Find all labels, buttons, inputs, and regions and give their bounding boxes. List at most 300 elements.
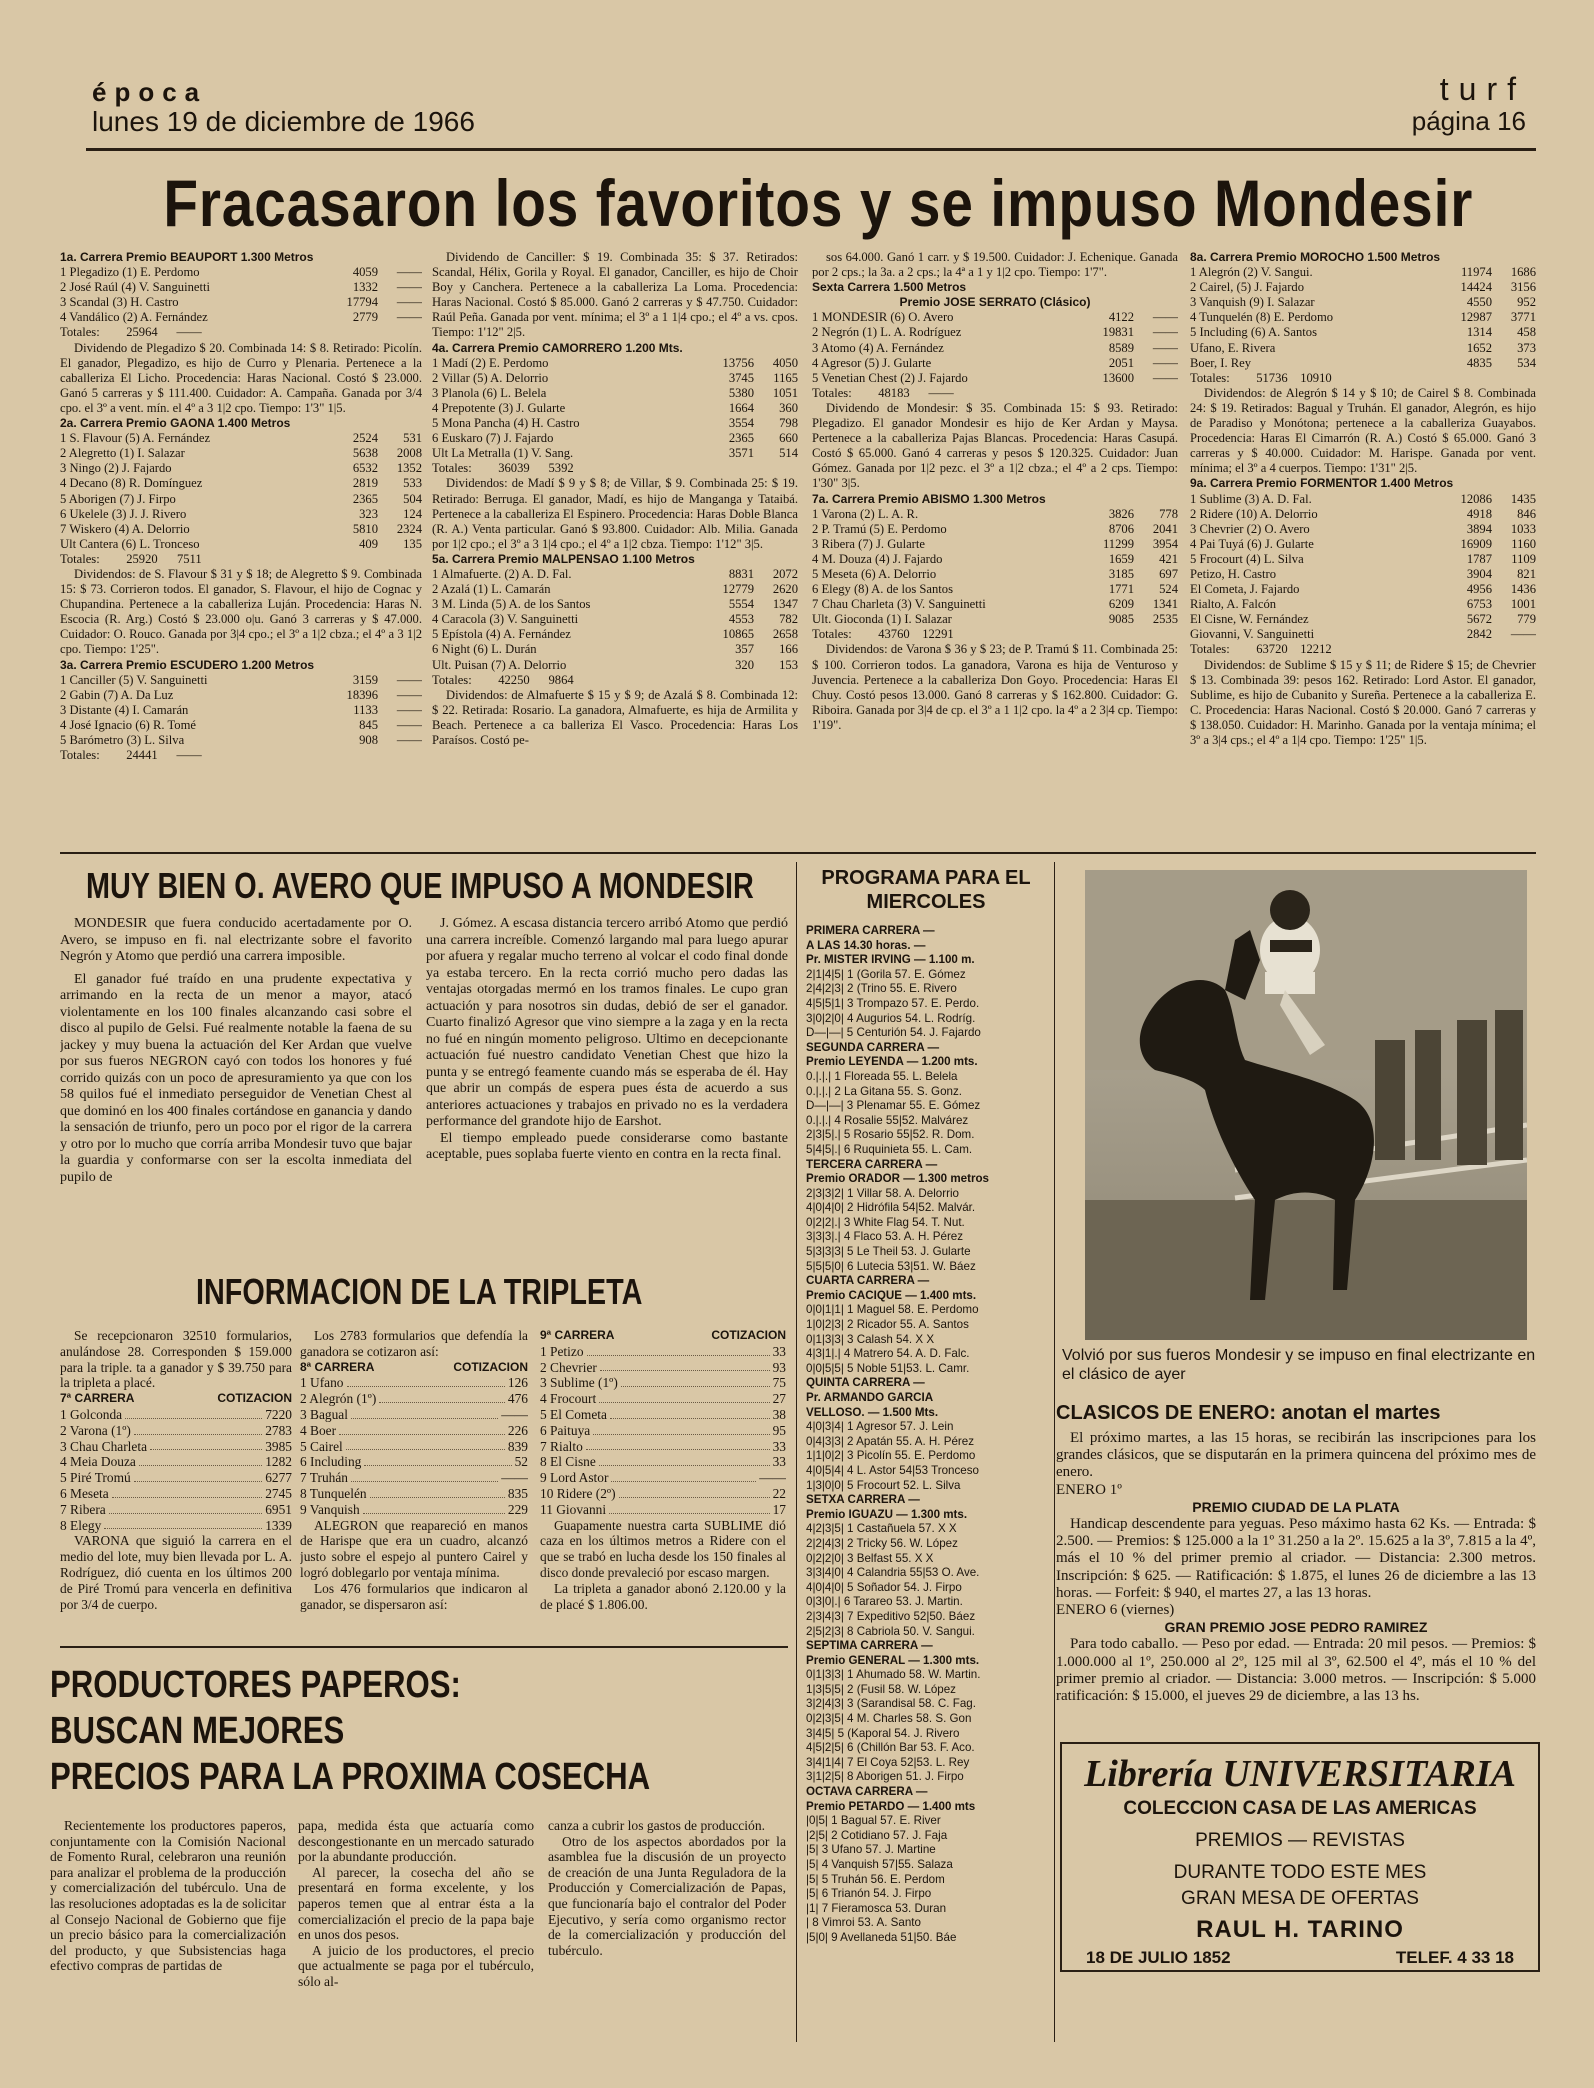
- place-count: ——: [396, 280, 422, 295]
- race-row: [60, 295, 422, 310]
- bet-count: 1314: [1466, 325, 1492, 340]
- race-row: [60, 507, 422, 522]
- article-avero-col2: [426, 916, 788, 1276]
- ad-line: GRAN MESA DE OFERTAS: [1181, 1888, 1419, 1909]
- header-quote: COTIZACION: [711, 1328, 786, 1342]
- place-count: 697: [1159, 566, 1178, 581]
- horse-entry: 7 Chau Charleta (3) V. Sanguinetti: [812, 597, 986, 612]
- program-entry: 3|3|3|.| 4 Flaco 53. A. H. Pérez: [806, 1230, 964, 1244]
- bet-count: 13600: [1102, 370, 1134, 385]
- place-count: 504: [403, 491, 422, 506]
- total-bets: 24441: [126, 748, 158, 763]
- article-paragraph: Otro de los aspectos abordados por la asamblea fue la discusión de un proyecto de creación de una Junta Reguladora de la Producción y Comercialización de Papas, que funcionaría bajo el contralor del Poder Ejecutivo, y sería como organismo rector de la comercialización y producción del tubérculo.: [548, 1833, 786, 1958]
- bet-count: 12086: [1460, 491, 1492, 506]
- bet-count: 2524: [352, 431, 378, 446]
- dot-leader: [586, 1439, 770, 1451]
- dot-leader: [621, 1375, 770, 1387]
- program-entry: 5|5|5|0| 6 Lutecia 53|51. W. Báez: [806, 1259, 976, 1273]
- cotizacion-row: [300, 1391, 528, 1407]
- ad-brand: Librería UNIVERSITARIA: [1084, 1753, 1516, 1795]
- bet-count: 908: [359, 733, 378, 747]
- bet-count: 10865: [722, 627, 754, 642]
- place-count: 952: [1517, 295, 1536, 310]
- place-count: 779: [1517, 612, 1536, 627]
- program-entry: |5| 4 Vanquish 57|55. Salaza: [806, 1858, 953, 1871]
- quote-value: 95: [772, 1422, 786, 1438]
- place-count: ——: [396, 265, 422, 280]
- total-place: ——: [176, 748, 202, 763]
- total-bets: 42250: [498, 672, 530, 687]
- productores-col3: [548, 1818, 786, 2040]
- tripleta-col3: [540, 1328, 786, 1648]
- race-row: [432, 356, 798, 371]
- bet-count: 6532: [352, 461, 378, 476]
- tripleta-paragraph: Los 476 formularios que indicaron al ganador, se dispersaron así:: [300, 1580, 528, 1612]
- clasicos-text: [1056, 1430, 1536, 1732]
- place-count: 2041: [1152, 521, 1178, 536]
- horse-entry: Boer, I. Rey: [1190, 355, 1252, 370]
- race-header: 1a. Carrera Premio BEAUPORT 1.300 Metros: [60, 250, 314, 264]
- section-name: turf: [1439, 71, 1526, 107]
- place-count: 798: [779, 416, 798, 431]
- dot-leader: [593, 1423, 769, 1435]
- program-entry: 0|2|2|0| 3 Belfast 55. X X: [806, 1551, 934, 1565]
- race-header: 7a. Carrera Premio ABISMO 1.300 Metros: [812, 491, 1046, 506]
- cotizacion-row: [300, 1502, 528, 1518]
- program-entry: 1|3|5|5| 2 (Fusil 58. W. López: [806, 1682, 956, 1696]
- article-paragraph: Al parecer, la cosecha del año se presentará en forma excelente, y los paperos temen que al entrar ésta a la comercialización el precio de la papa baje en unos dos pesos.: [298, 1864, 534, 1943]
- horse-entry: 1 Sublime (3) A. D. Fal.: [1190, 491, 1312, 506]
- race-row: [432, 612, 798, 627]
- horse-name: 9 Vanquish: [300, 1501, 360, 1517]
- place-count: 360: [779, 400, 798, 415]
- horse-entry: 3 Atomo (4) A. Fernández: [812, 340, 944, 355]
- horse-entry: 6 Ukelele (3) J. J. Rivero: [60, 506, 187, 521]
- bet-count: 4059: [352, 265, 378, 280]
- event-title: PREMIO CIUDAD DE LA PLATA: [1192, 1498, 1400, 1515]
- place-count: ——: [1152, 325, 1178, 340]
- race-row: [812, 537, 1178, 552]
- bet-count: 4122: [1108, 310, 1134, 325]
- race-row: [812, 507, 1178, 522]
- program-entry: D—|—| 3 Plenamar 55. E. Gómez: [806, 1099, 981, 1113]
- race-total: [60, 552, 422, 567]
- program-heading: SETXA CARRERA —: [806, 1493, 920, 1507]
- program-heading: SEPTIMA CARRERA —: [806, 1639, 933, 1653]
- quote-value: 1282: [265, 1454, 292, 1470]
- headline-line: BUSCAN MEJORES: [50, 1710, 345, 1752]
- program-heading: VELLOSO. — 1.500 Mts.: [806, 1405, 939, 1419]
- place-count: 660: [779, 431, 798, 446]
- bet-count: 320: [735, 657, 754, 672]
- horse-entry: 4 Tunquelén (8) E. Perdomo: [1190, 310, 1334, 325]
- tripleta-title: INFORMACION DE LA TRIPLETA: [196, 1271, 643, 1312]
- place-count: ——: [1152, 355, 1178, 370]
- race-header: 8a. Carrera Premio MOROCHO 1.500 Metros: [1190, 250, 1441, 264]
- bet-count: 2779: [352, 310, 378, 325]
- article-avero: [86, 866, 786, 906]
- program-entry: 3|4|5| 5 (Kaporal 54. J. Rivero: [806, 1726, 960, 1740]
- quote-value: 3985: [265, 1438, 292, 1454]
- race-summary: Dividendos: de Alegrón $ 14 y $ 10; de Cairel $ 8. Combinada 24: $ 19. Retirados: Bagual y Truhán. El ganador, Alegrón, es hijo de Paradiso y Monótona; pertenece a la caballeriza Guayabos. Procedencia: Haras El Cimarrón (R. A.) Costó $ 65.000. Ganó 3 carreras y $ 40.000. Cuidador: M. Harispe. Ganada por vent. mínima; el 3º a 4 cuerpos. Tiempo: 1'31" 2|5.: [1190, 385, 1536, 476]
- bet-count: 18396: [346, 687, 378, 702]
- race-summary: sos 64.000. Ganó 1 carr. y $ 19.500. Cuidador: J. Echenique. Ganada por 2 cps.; la 3a. a 2 cps.; la 4ª a 1 y 1|2 cpo. Tiempo: 1'7".: [812, 250, 1178, 280]
- horse-name: 6 Meseta: [60, 1485, 109, 1501]
- horse-entry: 3 Ningo (2) J. Fajardo: [60, 461, 172, 476]
- place-count: ——: [1152, 340, 1178, 355]
- horse-entry: 5 Frocourt (4) L. Silva: [1190, 551, 1304, 566]
- place-count: ——: [1510, 627, 1536, 642]
- race-summary: Dividendo de Mondesir: $ 35. Combinada 15: $ 93. Retirado: Plegadizo. El ganador Mondesir es hijo de Ker Ardan y Maysa. Pertenece a la caballeriza Pajas Blancas. Procedencia: Haras Casupá. Costó $ 65.000. Ganó 4 carreras y pesos $ 120.325. Cuidador: Juan Gómez. Ganada por 1|2 pezc. el 3º a 1|2 cbza.; el 4º a 2 cps. Tiempo: 1'30" 3|5.: [812, 400, 1178, 491]
- place-count: 2072: [772, 566, 798, 581]
- dot-leader: [139, 1454, 262, 1466]
- ad-line: DURANTE TODO ESTE MES: [1173, 1862, 1427, 1883]
- dot-leader: [150, 1439, 262, 1451]
- quote-value: 38: [772, 1406, 786, 1422]
- ad-address: 18 DE JULIO 1852: [1086, 1948, 1231, 1967]
- program-entry: 0|4|3|3| 2 Apatán 55. A. H. Pérez: [806, 1434, 975, 1448]
- program-entry: |0|5| 1 Bagual 57. E. River: [806, 1814, 941, 1828]
- column-rule: [796, 862, 797, 2042]
- masthead-left: [92, 78, 552, 138]
- race-row: [1190, 522, 1536, 537]
- place-count: 2620: [772, 582, 798, 597]
- masthead-rule: [86, 148, 1536, 151]
- headline-line: PRECIOS PARA LA PROXIMA COSECHA: [50, 1756, 651, 1798]
- program-entry: |5| 5 Truhán 56. E. Perdom: [806, 1872, 945, 1886]
- program-entry: 4|0|4|0| 2 Hidrófila 54|52. Malvár.: [806, 1201, 976, 1215]
- cotizacion-row: [540, 1439, 786, 1455]
- total-label: Totales:: [60, 551, 100, 566]
- horse-name: 11 Giovanni: [540, 1501, 607, 1517]
- horse-entry: 4 Agresor (5) J. Gularte: [812, 355, 932, 370]
- quote-value: ——: [501, 1406, 528, 1422]
- article-paragraph: papa, medida ésta que actuaría como descongestionante en un mercado saturado por la abundante producción.: [298, 1818, 534, 1865]
- program-entry: 0|1|3|3| 3 Calash 54. X X: [806, 1332, 935, 1346]
- races-column-4: [1190, 250, 1536, 850]
- photo-caption: Volvió por sus fueros Mondesir y se impuso en final electrizante en el clásico de ayer: [1062, 1347, 1536, 1383]
- article-paragraph: canza a cubrir los gastos de producción.: [548, 1818, 766, 1833]
- bet-count: 1659: [1108, 551, 1134, 566]
- place-count: 124: [403, 506, 422, 521]
- race-rows: [1190, 492, 1536, 643]
- total-place: 5392: [548, 461, 574, 476]
- program-entry: |5|0| 9 Avellaneda 51|50. Báe: [806, 1930, 957, 1944]
- header-race: 7ª CARRERA: [60, 1391, 135, 1406]
- program-entry: 3|4|1|4| 7 El Coya 52|53. L. Rey: [806, 1755, 970, 1769]
- bet-count: 1133: [353, 702, 378, 717]
- quote-value: 52: [514, 1454, 528, 1470]
- dot-leader: [609, 1502, 770, 1514]
- clasicos-paragraph: Para todo caballo. — Peso por edad. — Entrada: 20 mil pesos. — Premios: $ 1.000.000 al 1º, 250.000 al 2º, 125 mil al 3º, 62.500 el 4º, más el 10 % del primer premio al criador. — Distancia: 3.000 metros. — Inscripción: $ 5.000 ratificación: $ 15.000, el jueves 29 de diciembre, a las 13 hs.: [1056, 1636, 1536, 1705]
- horse-entry: 2 Azalá (1) L. Camarán: [432, 582, 551, 597]
- program-heading: SEGUNDA CARRERA —: [806, 1040, 940, 1054]
- cotizacion-row: [300, 1454, 528, 1470]
- place-count: ——: [1152, 310, 1178, 325]
- cotizacion-row: [300, 1439, 528, 1455]
- bet-count: 4553: [728, 612, 754, 627]
- program-entry: 3|1|2|5| 8 Aborigen 51. J. Firpo: [806, 1770, 964, 1784]
- race-total: [1190, 371, 1536, 386]
- dot-leader: [364, 1454, 511, 1466]
- total-bets: 63720: [1256, 642, 1288, 657]
- program-entry: |2|5| 2 Cotidiano 57. J. Faja: [806, 1828, 948, 1842]
- program-entry: 2|3|4|3| 7 Expeditivo 52|50. Báez: [806, 1609, 976, 1623]
- dot-leader: [599, 1454, 770, 1466]
- horse-entry: 4 José Ignacio (6) R. Tomé: [60, 717, 196, 732]
- program-heading: PRIMERA CARRERA —: [806, 924, 935, 937]
- event-date: ENERO 6 (viernes): [1056, 1602, 1175, 1619]
- article-paragraph: Recientemente los productores paperos, conjuntamente con la Comisión Nacional de Fomento Rural, celebraron una reunión para analizar el problema de la producción y comercialización del tubérculo. Una de las resoluciones adoptadas es la de solicitar al Consejo Nacional de Gobierno que fije un precio básico para la comercialización del producto, y que Subsistencias haga efectivo compras de partidas de: [50, 1818, 286, 1974]
- horse-entry: 5 Aborigen (7) J. Firpo: [60, 491, 176, 506]
- race-rows: [60, 431, 422, 552]
- bet-count: 2365: [352, 491, 378, 506]
- horse-entry: 1 Almafuerte. (2) A. D. Fal.: [432, 566, 572, 581]
- dot-leader: [370, 1486, 505, 1498]
- program-entry: |5| 6 Trianón 54. J. Firpo: [806, 1887, 932, 1901]
- horse-entry: 3 M. Linda (5) A. de los Santos: [432, 597, 591, 612]
- horse-name: 3 Chau Charleta: [60, 1438, 148, 1454]
- races-column-2: [432, 250, 798, 850]
- race-summary: Dividendos: de Almafuerte $ 15 y $ 9; de Azalá $ 8. Combinada 12: $ 22. Retirada: Rosario. La ganadora, Almafuerte, es hija de Armilita y Beach. Pertenece a ca balleriza El Vasco. Procedencia: Haras Los Paraísos. Costó pe-: [432, 687, 798, 747]
- race-row: [432, 371, 798, 386]
- race-row: [60, 431, 422, 446]
- bet-count: 11299: [1102, 536, 1134, 551]
- program-entry: 1|1|0|2| 3 Picolín 55. E. Perdomo: [806, 1449, 976, 1463]
- place-count: ——: [396, 672, 422, 687]
- place-count: 153: [779, 657, 798, 672]
- horse-entry: 1 Alegrón (2) V. Sangui.: [1190, 265, 1313, 280]
- bet-count: 8831: [728, 566, 754, 581]
- place-count: 1109: [1511, 551, 1536, 566]
- place-count: 1686: [1510, 265, 1536, 280]
- cotizacion-row: [60, 1470, 292, 1486]
- horse-entry: 6 Elegy (8) A. de los Santos: [812, 582, 953, 597]
- event-title: GRAN PREMIO JOSE PEDRO RAMIREZ: [1164, 1619, 1428, 1636]
- article-avero-col1: [60, 916, 412, 1276]
- race-row: [432, 658, 798, 673]
- horse-entry: 1 S. Flavour (5) A. Fernández: [60, 431, 211, 446]
- cotizacion-row: [540, 1407, 786, 1423]
- cotizacion-row: [60, 1423, 292, 1439]
- place-count: 846: [1517, 506, 1536, 521]
- bet-count: 5380: [728, 385, 754, 400]
- issue-date: lunes 19 de diciembre de 1966: [92, 106, 475, 137]
- place-count: ——: [396, 295, 422, 310]
- race-header: 5a. Carrera Premio MALPENSAO 1.100 Metros: [432, 551, 695, 566]
- race-row: [1190, 552, 1536, 567]
- place-count: 166: [779, 642, 798, 657]
- race-row: [432, 431, 798, 446]
- program-heading: TERCERA CARRERA —: [806, 1157, 938, 1171]
- bet-count: 5810: [352, 521, 378, 536]
- race-row: [812, 597, 1178, 612]
- place-count: 1001: [1510, 597, 1536, 612]
- race-row: [1190, 567, 1536, 582]
- race-row: [432, 401, 798, 416]
- program-entry: 2|3|5|.| 5 Rosario 55|52. R. Dom.: [806, 1128, 975, 1142]
- horse-name: 6 Including: [300, 1454, 362, 1470]
- program-entry: 2|1|4|5| 1 (Gorila 57. E. Gómez: [806, 967, 966, 981]
- horse-entry: 3 Chevrier (2) O. Avero: [1190, 521, 1310, 536]
- quote-value: ——: [501, 1470, 528, 1486]
- horse-name: 1 Golconda: [60, 1406, 123, 1422]
- race-row: [812, 567, 1178, 582]
- cotizacion-row: [300, 1470, 528, 1486]
- cotizacion-row: [540, 1470, 786, 1486]
- race-header: 9a. Carrera Premio FORMENTOR 1.400 Metros: [1190, 476, 1454, 491]
- bet-count: 2365: [728, 431, 754, 446]
- place-count: 531: [403, 431, 422, 446]
- program-entry: 5|3|3|3| 5 Le Theil 53. J. Gularte: [806, 1245, 971, 1259]
- race-row: [60, 446, 422, 461]
- bet-count: 8589: [1108, 340, 1134, 355]
- total-label: Totales:: [1190, 370, 1230, 385]
- bet-count: 3159: [352, 672, 378, 687]
- race-rows: [1190, 265, 1536, 371]
- total-row: [432, 673, 798, 688]
- dot-leader: [112, 1486, 263, 1498]
- place-count: 3156: [1510, 280, 1536, 295]
- race-total: [60, 325, 422, 340]
- horse-entry: 2 Ridere (10) A. Delorrio: [1190, 506, 1318, 521]
- clasicos-title: CLASICOS DE ENERO: anotan el martes: [1056, 1402, 1441, 1424]
- total-label: Totales:: [812, 385, 852, 400]
- race-row: [432, 446, 798, 461]
- total-row: [1190, 371, 1536, 386]
- total-place: ——: [176, 325, 202, 340]
- cotizacion-row: [60, 1486, 292, 1502]
- clasicos-paragraph: El próximo martes, a las 15 horas, se recibirán las inscripciones para los grandes clásicos, que se disputarán en la primera quincena del próximo mes de enero.: [1056, 1430, 1536, 1481]
- horse-name: 4 Frocourt: [540, 1391, 597, 1407]
- place-count: 1352: [396, 461, 422, 476]
- race-summary: Dividendos: de Madí $ 9 y $ 8; de Villar, $ 9. Combinada 25: $ 19. Retirado: Berruga. El ganador, Madí, es hijo de Manganga y Tataibá. Pertenece a la caballeriza El Espinero. Procedencia: Haras Doble Blanca (R. A.) Venta particular. Ganó $ 93.800. Cuidador: Alb. Milia. Ganada por 1|2 cpo.; el 3º a 3 1|4 cpo.; el 4º a 1|2 cbza. Tiempo: 1'12" 3|5.: [432, 476, 798, 551]
- productores-col1: [50, 1818, 286, 2040]
- race-rows: [812, 310, 1178, 385]
- quote-value: 33: [772, 1454, 786, 1470]
- bet-count: 409: [359, 536, 378, 551]
- horse-entry: 5 Meseta (6) A. Delorrio: [812, 566, 937, 581]
- race-row: [60, 310, 422, 325]
- program-entry: 0|2|2|.| 3 White Flag 54. T. Nut.: [806, 1215, 965, 1229]
- place-count: 2535: [1152, 612, 1178, 627]
- place-count: ——: [1152, 370, 1178, 385]
- horse-name: 7 Rialto: [540, 1438, 583, 1454]
- place-count: 514: [779, 446, 798, 461]
- cotizacion-row: [540, 1391, 786, 1407]
- place-count: ——: [396, 733, 422, 747]
- race-rows: [812, 507, 1178, 628]
- quote-value: 6277: [265, 1470, 292, 1486]
- total-label: Totales:: [432, 461, 472, 476]
- bet-count: 3826: [1108, 506, 1134, 521]
- program-entry: 2|5|2|3| 8 Cabriola 50. V. Sangui.: [806, 1624, 975, 1638]
- race-row: [60, 522, 422, 537]
- horse-entry: 2 Villar (5) A. Delorrio: [432, 370, 549, 385]
- place-count: ——: [396, 310, 422, 325]
- race-row: [812, 310, 1178, 325]
- bet-count: 2819: [352, 476, 378, 491]
- place-count: 2658: [772, 627, 798, 642]
- total-row: [812, 627, 1178, 642]
- horse-entry: Ufano, E. Rivera: [1190, 340, 1276, 355]
- total-row: [812, 386, 1178, 401]
- horse-entry: 2 José Raúl (4) V. Sanguinetti: [60, 280, 210, 295]
- race-summary: Dividendos: de Sublime $ 15 y $ 11; de Ridere $ 15; de Chevrier $ 13. Combinada 39: pesos 162. Retirado: Lord Astor. El ganador, Sublime, es hijo de Cubanito y Sureña. Pertenece a la caballeriza E. C. Procedencia: Haras Nacional. Costó $ 20.000. Ganó 7 carreras y $ 138.050. Cuidador: H. Marinho. Ganada por la ventaja mínima; el 3º a 3|4 cps.; el 4º a 1|4 cpo. Tiempo: 1'25" 1|5.: [1190, 657, 1536, 747]
- program-entry: 1|3|0|0| 5 Frocourt 52. L. Silva: [806, 1478, 961, 1492]
- dot-leader: [347, 1375, 505, 1387]
- program-entry: | 8 Vimroi 53. A. Santo: [806, 1916, 921, 1930]
- ad-line: PREMIOS — REVISTAS: [1195, 1830, 1405, 1851]
- main-headline: Fracasaron los favoritos y se impuso Mondesir: [163, 166, 1474, 240]
- bet-count: 4956: [1466, 582, 1492, 597]
- place-count: 3954: [1152, 536, 1178, 551]
- dot-leader: [346, 1439, 505, 1451]
- header-quote: COTIZACION: [453, 1359, 528, 1374]
- total-place: 7511: [176, 551, 202, 566]
- cotizacion-row: [60, 1518, 292, 1534]
- tripleta-paragraph: La tripleta a ganador abonó 2.120.00 y la de placé $ 1.806.00.: [540, 1580, 786, 1612]
- dot-leader: [611, 1470, 756, 1482]
- place-count: 1051: [772, 385, 798, 400]
- race-row: [432, 642, 798, 657]
- quote-value: 33: [772, 1343, 786, 1359]
- total-bets: 48183: [878, 385, 910, 400]
- horse-entry: 4 Decano (8) R. Domínguez: [60, 476, 203, 491]
- bet-count: 4835: [1466, 355, 1492, 370]
- race-header: Sexta Carrera 1.500 Metros: [812, 280, 967, 295]
- quote-value: 2745: [265, 1485, 292, 1501]
- horse-entry: 1 Madí (2) E. Perdomo: [432, 355, 549, 370]
- dot-leader: [363, 1502, 505, 1514]
- bet-count: 3185: [1108, 566, 1134, 581]
- section-rule: [60, 852, 1536, 854]
- cotizacion-row: [60, 1502, 292, 1518]
- race-row: [60, 673, 422, 688]
- ad-phone: TELEF. 4 33 18: [1395, 1948, 1514, 1967]
- dot-leader: [351, 1407, 498, 1419]
- total-bets: 25920: [126, 551, 158, 566]
- bet-count: 5672: [1466, 612, 1492, 627]
- cotizacion-row: [540, 1486, 786, 1502]
- program-entry: 0|1|3|3| 1 Ahumado 58. W. Martin.: [806, 1668, 981, 1682]
- program-entry: 0|0|5|5| 5 Noble 51|53. L. Camr.: [806, 1361, 970, 1375]
- horse-entry: 1 Plegadizo (1) E. Perdomo: [60, 265, 200, 280]
- quote-value: 22: [772, 1485, 786, 1501]
- race-total: [1190, 642, 1536, 657]
- race-total: [812, 627, 1178, 642]
- bet-count: 1771: [1108, 582, 1134, 597]
- place-count: ——: [396, 702, 422, 717]
- bet-count: 323: [359, 506, 378, 521]
- bet-count: 3745: [728, 370, 754, 385]
- bet-count: 1652: [1466, 340, 1492, 355]
- cotizacion-row: [60, 1407, 292, 1423]
- tripleta-paragraph: ALEGRON que reapareció en manos de Harispe que era un cuadro, alcanzó justo sobre el espejo al puntero Cairel y logró doblegarlo por ventaja mínima.: [300, 1517, 528, 1580]
- horse-name: 10 Ridere (2º): [540, 1485, 616, 1501]
- race-header: 2a. Carrera Premio GAONA 1.400 Metros: [60, 416, 291, 431]
- article-paragraph: El ganador fué traído en una prudente expectativa y arrimando en la recta de un menor a mayor, atacó violentamente en los 100 finales alcanzando casi sobre el disco al pupilo de Gelsi. Fué realmente notable la faena de su jackey y muy buena la actuación del Ker Ardan que vuelve por sus fueros NEGRON cayó con todos los honores y fué corrido quizás con un poco de apresuramiento ya que con los 58 quilos fué el inmediato perseguidor de Venetian Chest al que dominó en los 400 finales cortándose en ganancia y dando la sensación de triunfo, pero un poco por el rigor de la carrera y otro por lo mucho que corría arriba Mondesir tuvo que bajar la guardia y conformarse con ser la escolta inmediata del pupilo de: [60, 971, 412, 1185]
- program-entry: D—|—| 5 Centurión 54. J. Fajardo: [806, 1026, 981, 1040]
- race-summary: Dividendo de Canciller: $ 19. Combinada 35: $ 37. Retirados: Scandal, Hélix, Gorila y Royal. El ganador, Canciller, es hijo de Choir Boy y Canchera. Pertenece a la caballeriza La Loma. Procedencia: Haras Nacional. Costó $ 85.000. Ganó 2 carreras y $ 47.750. Cuidador: Raúl Peña. Ganada por vent. mínima; el 3º a 1 1|4 cpo.; el 4º a vs. cpos. Tiempo: 1'12" 2|5.: [432, 250, 798, 340]
- race-row: [1190, 537, 1536, 552]
- horse-entry: 4 M. Douza (4) J. Fajardo: [812, 551, 943, 566]
- total-bets: 43760: [878, 627, 910, 642]
- quote-value: 27: [772, 1391, 786, 1407]
- place-count: 135: [403, 536, 422, 551]
- program-entry: 3|3|4|0| 4 Calandria 55|53 O. Ave.: [806, 1566, 980, 1580]
- place-count: 821: [1517, 566, 1536, 581]
